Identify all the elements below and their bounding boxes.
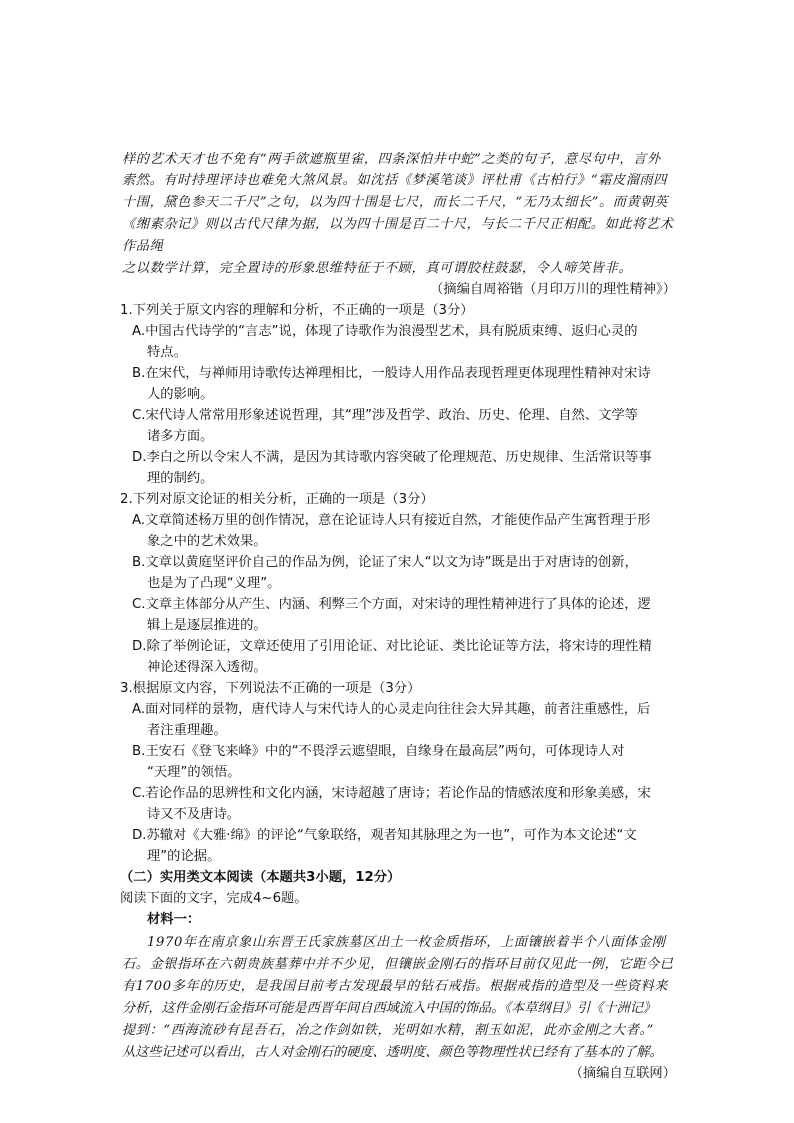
q3-option-b-line1: B.王安石《登飞来峰》中的“不畏浮云遮望眼，自缘身在最高层”两句，可体现诗人对 <box>132 744 625 759</box>
q2-option-b-line1: B.文章以黄庭坚评价自己的作品为例，论证了宋人“以文为诗”既是出于对唐诗的创新， <box>132 555 638 570</box>
q3-option-d-line1: D.苏辙对《大雅·绵》的评论“气象联络，观者知其脉理之为一也”，可作为本文论述“文 <box>132 828 637 843</box>
section2-instruction: 阅读下面的文字，完成4~6题。 <box>120 891 308 906</box>
q1-option-a-line2: 特点。 <box>147 345 187 360</box>
material-title: 材料一： <box>147 912 201 927</box>
q2-option-c-line1: C.文章主体部分从产生、内涵、利弊三个方面，对宋诗的理性精神进行了具体的论述，逻 <box>132 597 651 612</box>
material-line-5: 提到：“西海流砂有昆吾石，冶之作剑如铁，光明如水精，割玉如泥，此亦金刚之大者。” <box>122 1023 655 1038</box>
material-line-4: 分析，这件金刚石金指环可能是西晋年间自西域流入中国的饰品。《本草纲目》引《十洲记》 <box>122 1001 657 1016</box>
q1-option-b-line2: 人的影响。 <box>147 387 214 402</box>
q2-option-d-line2: 神论述得深入透彻。 <box>147 660 267 675</box>
intro-line-4: 《缃素杂记》则以古代尺律为据，以为四十围是百二十尺，与长二千尺正相配。如此将艺术 <box>122 217 674 232</box>
q3-option-d-line2: 理”的论据。 <box>147 849 221 864</box>
q3-option-a-line1: A.面对同样的景物，唐代诗人与宋代诗人的心灵走向往往会大异其趣，前者注重感性，后 <box>132 702 651 717</box>
intro-line-6: 之以数学计算，完全置诗的形象思维特征于不顾，真可谓胶柱鼓瑟，令人啼笑皆非。 <box>122 261 633 276</box>
q3-option-c-line1: C.若论作品的思辨性和文化内涵，宋诗超越了唐诗；若论作品的情感浓度和形象美感，宋 <box>132 786 651 801</box>
material-source: （摘编自互联网） <box>569 1066 676 1081</box>
q2-option-b-line2: 也是为了凸现“义理”。 <box>147 576 281 591</box>
q2-stem: 2.下列对原文论证的相关分析，正确的一项是（3分） <box>120 492 434 507</box>
material-line-1: 1970年在南京象山东晋王氏家族墓区出土一枚金质指环，上面镶嵌着半个八面体金刚 <box>147 935 666 950</box>
section2-heading: （二）实用类文本阅读（本题共3小题，12分） <box>120 870 401 885</box>
q1-stem: 1.下列关于原文内容的理解和分析，不正确的一项是（3分） <box>120 303 474 318</box>
intro-line-3: 十围，黛色参天二千尺”之句，以为四十围是七尺，而长二千尺，“无乃太细长”。而黄朝英 <box>122 195 668 210</box>
q3-option-c-line2: 诗又不及唐诗。 <box>147 807 241 822</box>
q1-option-c-line2: 诸多方面。 <box>147 429 214 444</box>
intro-line-2: 索然。有时持理评诗也难免大煞风景。如沈括《梦溪笔谈》评杜甫《古柏行》“霜皮溜雨四 <box>122 173 668 188</box>
q1-option-d-line1: D.李白之所以令宋人不满，是因为其诗歌内容突破了伦理规范、历史规律、生活常识等事 <box>132 450 652 465</box>
q1-option-b-line1: B.在宋代，与禅师用诗歌传达禅理相比，一般诗人用作品表现哲理更体现理性精神对宋诗 <box>132 366 651 381</box>
q2-option-a-line2: 象之中的艺术效果。 <box>147 534 267 549</box>
intro-line-5: 作品绳 <box>122 239 164 254</box>
intro-line-1: 样的艺术天才也不免有“两手欲遮瓶里雀，四条深怕井中蛇”之类的句子，意尽句中，言外 <box>122 152 661 167</box>
material-line-3: 有1700多年的历史，是我国目前考古发现最早的钻石戒指。根据戒指的造型及一些资料来 <box>122 979 669 994</box>
q3-option-b-line2: “天理”的领悟。 <box>147 765 241 780</box>
q2-option-c-line2: 辑上是逐层推进的。 <box>147 618 267 633</box>
intro-source: （摘编自周裕锴（月印万川的理性精神》） <box>430 282 676 297</box>
material-line-6: 从这些记述可以看出，古人对金刚石的硬度、透明度、颜色等物理性状已经有了基本的了解。 <box>122 1045 663 1060</box>
q2-option-a-line1: A.文章简述杨万里的创作情况，意在论证诗人只有接近自然，才能使作品产生寓哲理于形 <box>132 513 651 528</box>
q1-option-c-line1: C.宋代诗人常常用形象述说哲理，其“理”涉及哲学、政治、历史、伦理、自然、文学等 <box>132 408 638 423</box>
material-line-2: 石。金银指环在六朝贵族墓葬中并不少见，但镶嵌金刚石的指环目前仅见此一例，它距今已 <box>122 957 674 972</box>
q3-option-a-line2: 者注重理趣。 <box>147 723 227 738</box>
q1-option-a-line1: A.中国古代诗学的“言志”说，体现了诗歌作为浪漫型艺术，具有脱质束缚、返归心灵的 <box>132 324 638 339</box>
q3-stem: 3.根据原文内容，下列说法不正确的一项是（3分） <box>120 681 421 696</box>
q1-option-d-line2: 理的制约。 <box>147 471 214 486</box>
q2-option-d-line1: D.除了举例论证，文章还使用了引用论证、对比论证、类比论证等方法，将宋诗的理性精 <box>132 639 652 654</box>
